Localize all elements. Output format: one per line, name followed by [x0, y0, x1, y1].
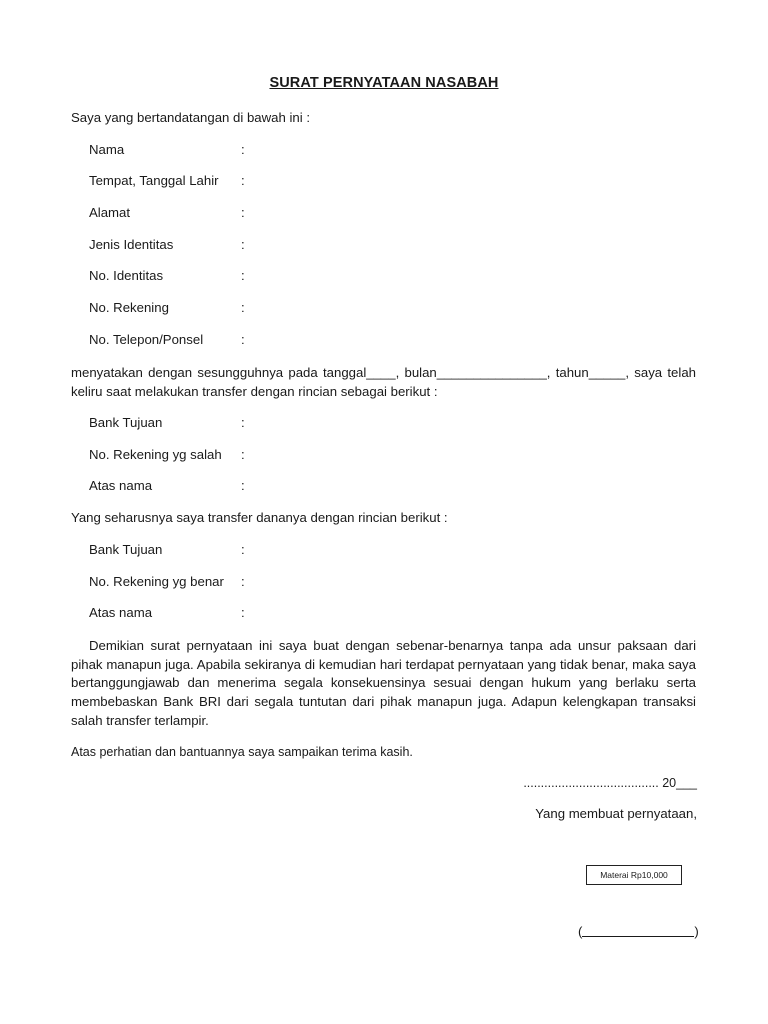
- field-colon: :: [241, 478, 245, 493]
- field-no-rekening: [89, 300, 245, 315]
- field-colon: :: [241, 300, 245, 315]
- field-label: Bank Tujuan: [89, 415, 163, 430]
- field-label: Atas nama: [89, 605, 153, 620]
- signer-label: Yang membuat pernyataan,: [535, 806, 697, 821]
- field-atas-nama-salah: [89, 478, 245, 493]
- materai-stamp-box: Materai Rp10,000: [586, 865, 682, 885]
- field-alamat: [89, 205, 245, 220]
- thanks-text: Atas perhatian dan bantuannya saya sampaikan terima kasih.: [71, 745, 413, 759]
- signature-close-paren: ): [694, 924, 699, 939]
- field-colon: :: [241, 542, 245, 557]
- field-label: No. Rekening: [89, 300, 169, 315]
- field-colon: :: [241, 237, 245, 252]
- intro-text: Saya yang bertandatangan di bawah ini :: [71, 110, 311, 125]
- closing-paragraph: Demikian surat pernyataan ini saya buat dengan sebenar-benarnya tanpa ada unsur paksaan dari pihak manapun juga. Apabila sekiranya di kemudian hari terdapat pernyataan yang tidak benar, maka saya bertanggungjawab dan menerima segala konsekuensinya sesuai dengan hukum yang berlaku serta membebaskan Bank BRI dari segala tuntutan dari pihak manapun juga. Adapun kelengkapan transaksi salah transfer terlampir.: [71, 638, 696, 728]
- field-label: Bank Tujuan: [89, 542, 163, 557]
- field-colon: :: [241, 205, 245, 220]
- field-no-telepon: [89, 332, 245, 347]
- field-no-identitas: [89, 268, 245, 283]
- field-label: No. Identitas: [89, 268, 164, 283]
- field-label: Tempat, Tanggal Lahir: [89, 173, 219, 188]
- field-atas-nama-benar: [89, 605, 245, 620]
- field-label: No. Rekening yg salah: [89, 447, 222, 462]
- field-no-rekening-benar: [89, 574, 245, 589]
- field-label: Nama: [89, 142, 125, 157]
- field-colon: :: [241, 447, 245, 462]
- signature-blank: [582, 924, 694, 937]
- signature-open-paren: (: [578, 924, 583, 939]
- field-bank-tujuan-benar: [89, 542, 245, 557]
- field-label: No. Rekening yg benar: [89, 574, 224, 589]
- field-jenis-identitas: [89, 237, 245, 252]
- field-colon: :: [241, 268, 245, 283]
- date-line: ....................................... 20___: [523, 776, 697, 790]
- field-colon: :: [241, 605, 245, 620]
- document-title: SURAT PERNYATAAN NASABAH: [269, 75, 499, 91]
- field-nama: [89, 142, 245, 157]
- field-label: Atas nama: [89, 478, 153, 493]
- field-label: Alamat: [89, 205, 131, 220]
- statement-paragraph: menyatakan dengan sesungguhnya pada tanggal____, bulan_______________, tahun_____, saya telah keliru saat melakukan transfer dengan rincian sebagai berikut :: [71, 365, 696, 399]
- correct-intro-text: Yang seharusnya saya transfer dananya dengan rincian berikut :: [71, 510, 448, 525]
- field-no-rekening-salah: [89, 447, 245, 462]
- field-tempat-tanggal-lahir: [89, 173, 245, 188]
- field-colon: :: [241, 173, 245, 188]
- field-colon: :: [241, 142, 245, 157]
- field-colon: :: [241, 332, 245, 347]
- field-label: Jenis Identitas: [89, 237, 174, 252]
- field-colon: :: [241, 415, 245, 430]
- field-colon: :: [241, 574, 245, 589]
- signature-line: [578, 924, 699, 939]
- field-label: No. Telepon/Ponsel: [89, 332, 204, 347]
- field-bank-tujuan-salah: [89, 415, 245, 430]
